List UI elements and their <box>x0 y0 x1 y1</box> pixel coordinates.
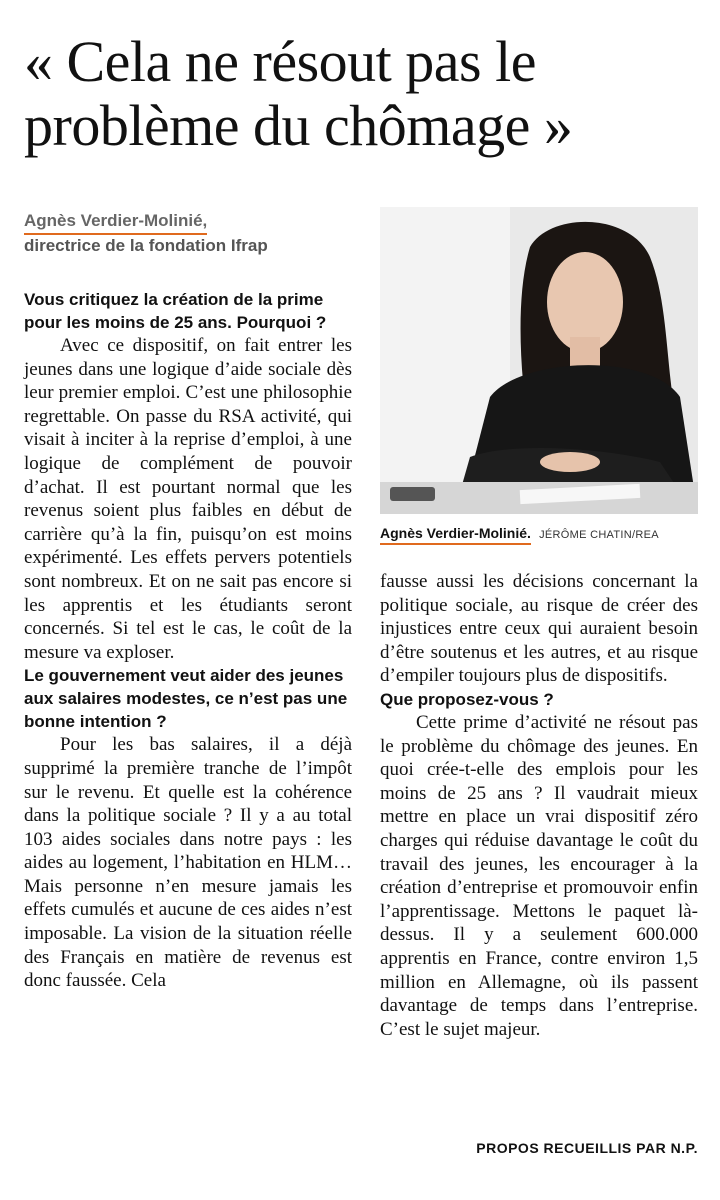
answer-1: Avec ce dispositif, on fait entrer les jeunes dans une logique d’aide sociale dès leur premier emploi. C’est une philosophie regrettable. On passe du RSA activité, qui visait à inciter à la reprise d’emploi, à une logique de complément de pouvoir d’achat. Il est pourtant normal que les revenus soient plus faibles en début de carrière qu’à la fin, puisqu’on est moins expérimenté. Les effets pervers potentiels sont nombreux. Et on ne sait pas encore si les apprentis et les étudiants seront concernés. Si tel est le cas, le coût de la mesure va exploser. <box>24 335 352 663</box>
signature: PROPOS RECUEILLIS PAR N.P. <box>476 1140 698 1156</box>
portrait-photo <box>380 207 698 514</box>
answer-2-part-1: Pour les bas salaires, il a déjà supprimé la première tranche de l’impôt sur le revenu. Et quelle est la cohérence dans la politique sociale ? Il y a au total 103 aides sociales dans notre pays : les aides au logement, l’habitation en HLM… Mais personne n’en mesure jamais les effets cumulés et aucune de ces aides n’est imposable. La vision de la situation réelle des Français en matière de revenus est donc faussée. Cela <box>24 734 352 992</box>
question-2: Le gouvernement veut aider des jeunes aux salaires modestes, ce n’est pas une bonne intention ? <box>24 666 348 732</box>
question-3: Que proposez-vous ? <box>380 689 554 709</box>
caption-name: Agnès Verdier-Molinié. <box>380 525 531 545</box>
question-1: Vous critiquez la création de la prime pour les moins de 25 ans. Pourquoi ? <box>24 290 327 332</box>
photo-caption <box>380 524 710 544</box>
byline-name: Agnès Verdier-Molinié, <box>24 210 207 235</box>
answer-2-part-2: fausse aussi les décisions concernant la politique sociale, au risque de créer des injustices entre ceux qui auraient besoin d’être soutenus et les autres, et au risque d’empiler toujours plus de dispositifs. <box>380 571 698 687</box>
headline-line-2: problème du chômage » <box>24 93 573 158</box>
article-column-left <box>24 288 352 993</box>
byline <box>24 210 364 257</box>
byline-role: directrice de la fondation Ifrap <box>24 236 268 255</box>
headline-line-1: « Cela ne résout pas le <box>24 29 536 94</box>
headline <box>24 30 714 158</box>
portrait-illustration <box>380 207 698 514</box>
photo-credit: JÉRÔME CHATIN/REA <box>539 529 659 541</box>
answer-3: Cette prime d’activité ne résout pas le problème du chômage des jeunes. En quoi crée-t-elle des emplois pour les moins de 25 ans ? Il vaudrait mieux mettre en place un vrai dispositif zéro charges qui réduise davantage le coût du travail des jeunes, les encourager à la création d’entreprise et promouvoir enfin l’apprentissage. Mettons le paquet là-dessus. Il y a seulement 600.000 apprentis en France, contre environ 1,5 million en Allemagne, où ils passent davantage de temps dans l’entreprise. C’est le sujet majeur. <box>380 711 698 1040</box>
article-column-right <box>380 570 698 1041</box>
